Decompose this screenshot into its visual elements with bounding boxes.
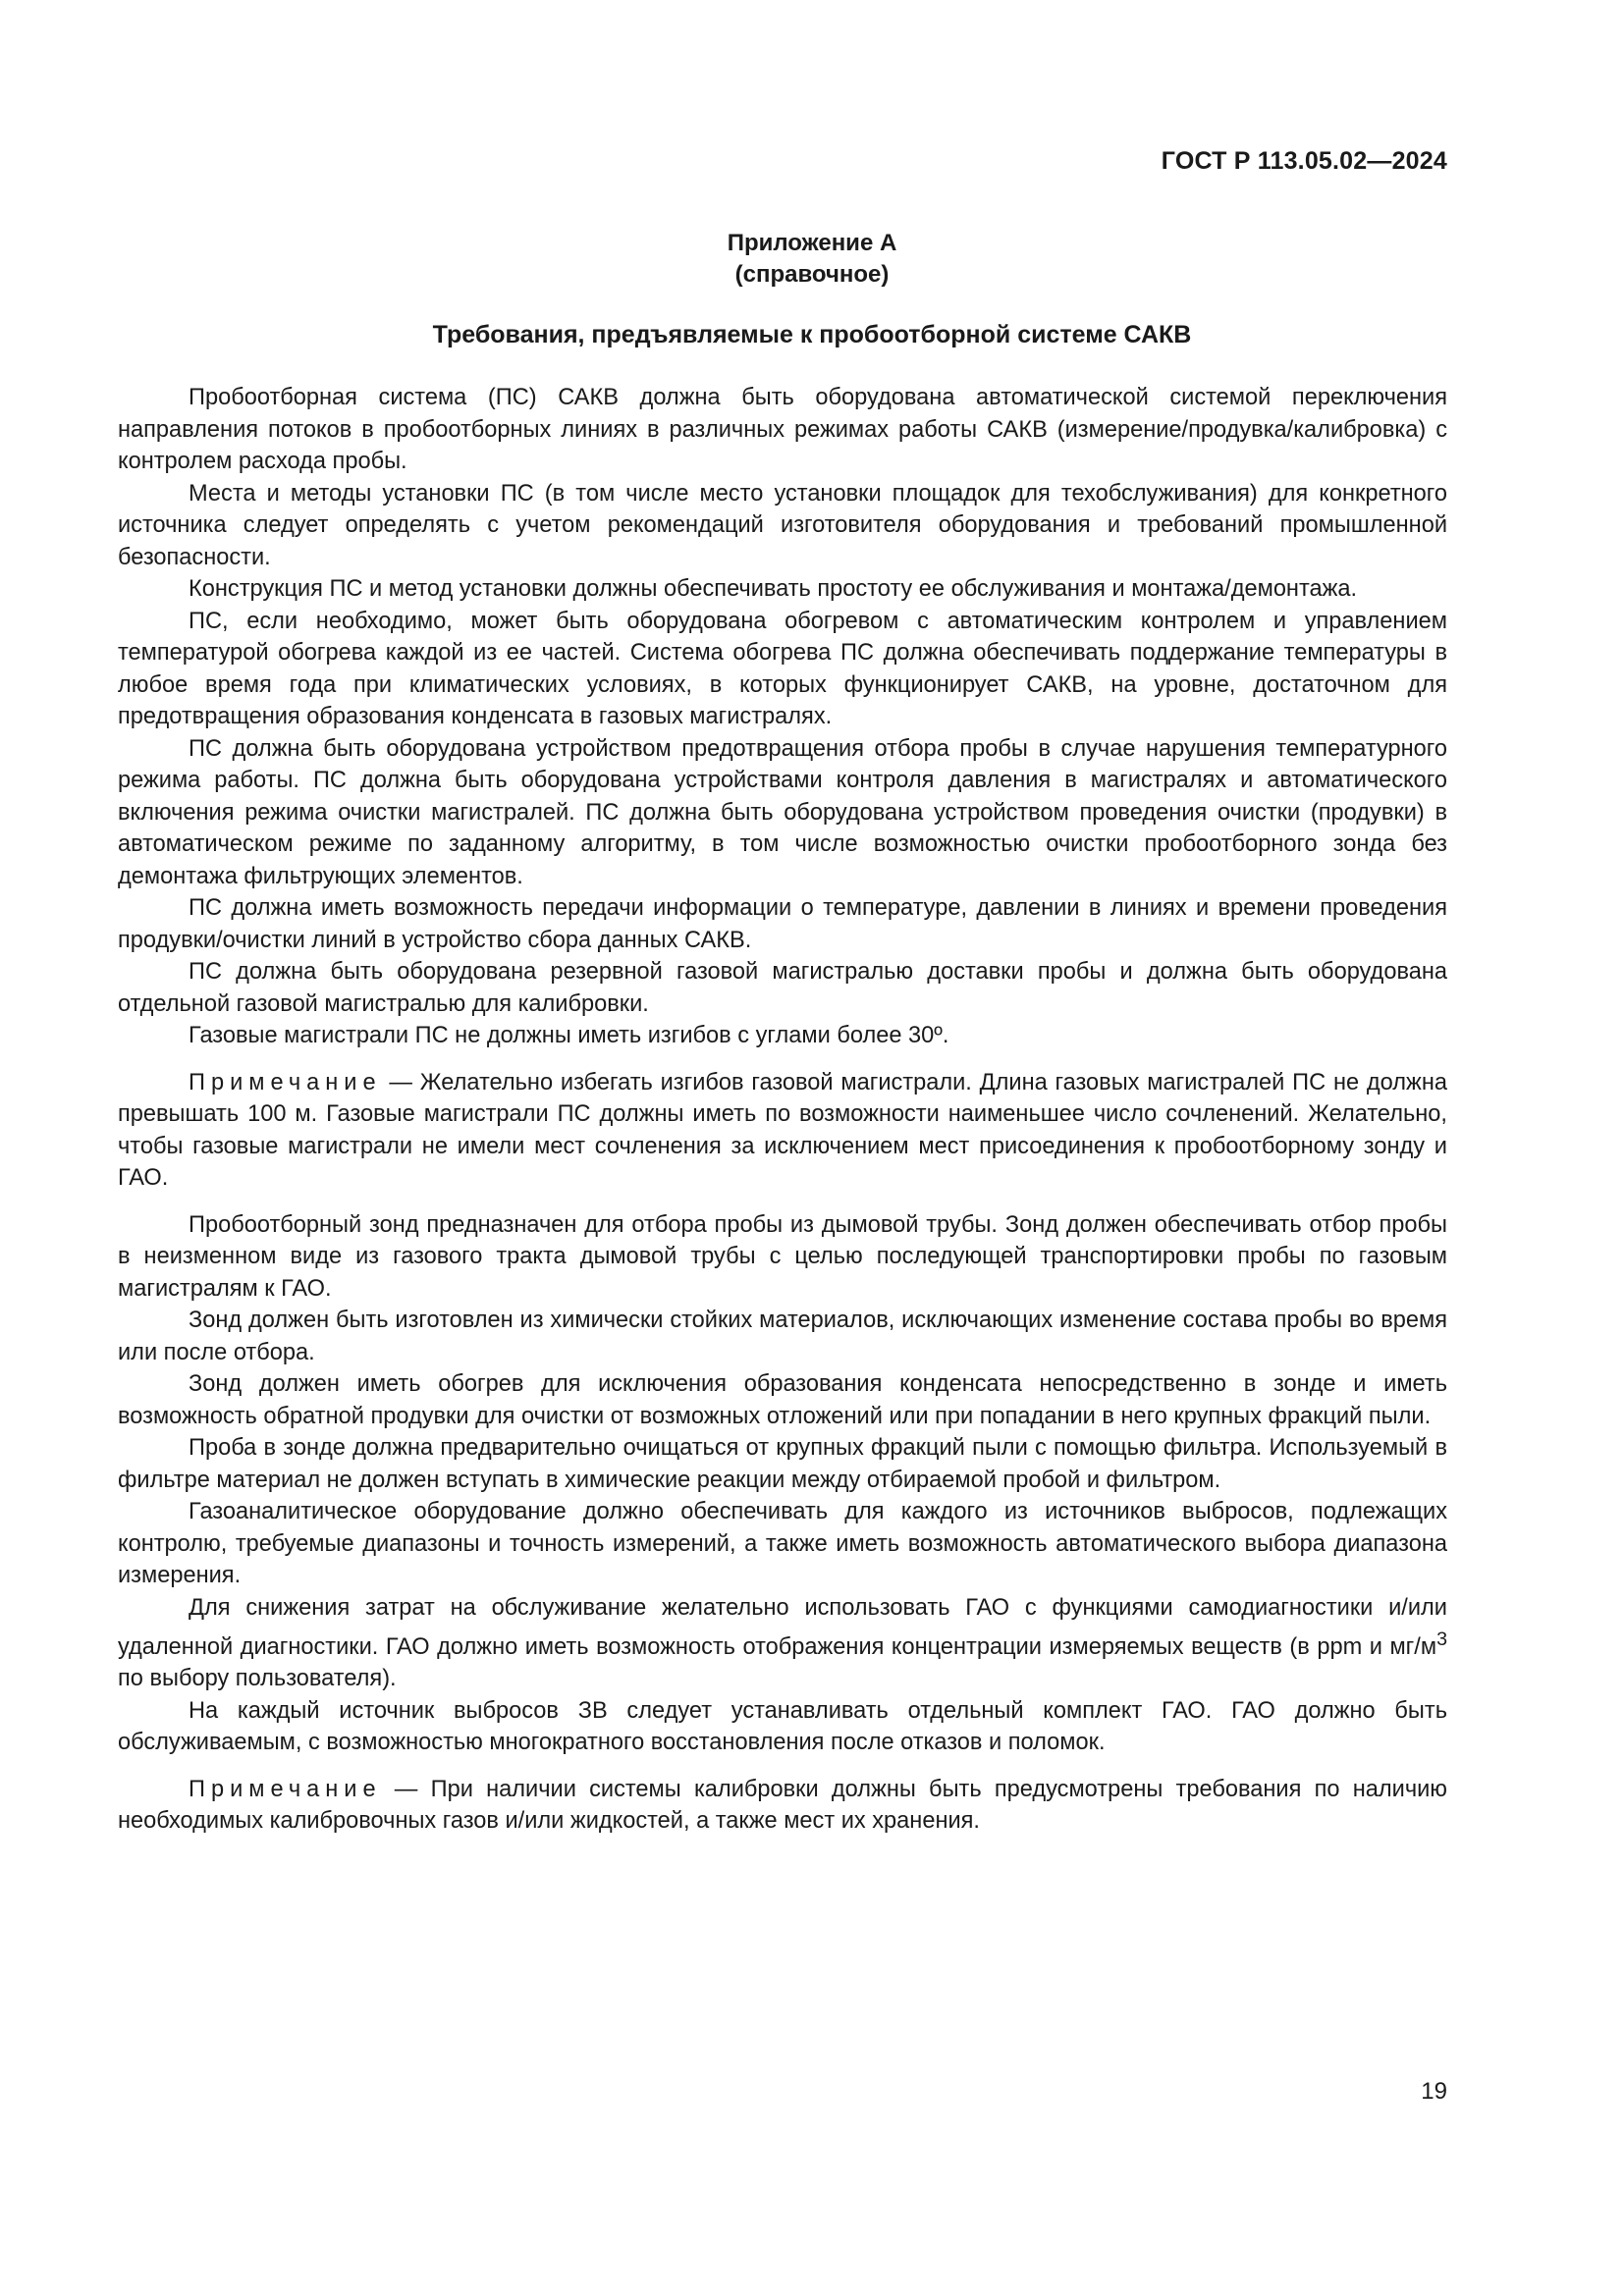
paragraph: Проба в зонде должна предварительно очищаться от крупных фракций пыли с помощью фильтра. Используемый в фильтре материал не должен вступать в химические реакции между отбираемой пробой и фильтром. — [118, 1435, 1447, 1493]
paragraph: ПС должна быть оборудована резервной газовой магистралью доставки пробы и должна быть оборудована отдельной газовой магистралью для калибровки. — [118, 959, 1447, 1017]
superscript: 3 — [1436, 1629, 1447, 1650]
paragraph — [118, 1592, 1447, 1695]
paragraph: На каждый источник выбросов ЗВ следует устанавливать отдельный комплект ГАО. ГАО должно быть обслуживаемым, с возможностью многократного восстановления после отказов и поломок. — [118, 1697, 1447, 1756]
paragraph: Конструкция ПС и метод установки должны обеспечивать простоту ее обслуживания и монтажа/демонтажа. — [189, 576, 1358, 602]
annex-kind: (справочное) — [734, 261, 890, 288]
paragraph: ПС должна иметь возможность передачи информации о температуре, давлении в линиях и времени проведения продувки/очистки линий в устройство сбора данных САКВ. — [118, 895, 1447, 953]
annex-title: Приложение А — [727, 230, 897, 256]
paragraph: Газовые магистрали ПС не должны иметь изгибов с углами более 30º. — [189, 1023, 949, 1048]
paragraph: Места и методы установки ПС (в том числе место установки площадок для техобслуживания) для конкретного источника следует определять с учетом рекомендаций изготовителя оборудования и требований промышленной безопасности. — [118, 480, 1447, 570]
page-number: 19 — [1421, 2078, 1447, 2105]
note-paragraph — [118, 1774, 1447, 1838]
note-text: — Желательно избегать изгибов газовой магистрали. Длина газовых магистралей ПС не должна превышать 100 м. Газовые магистрали ПС должны иметь по возможности наименьшее число сочленений. Желательно, чтобы газовые магистрали не имели мест сочленения за исключением мест присоединения к пробоотборному зонду и ГАО. — [118, 1069, 1447, 1191]
note-text: — При наличии системы калибровки должны быть предусмотрены требования по наличию необходимых калибровочных газов и/или жидкостей, а также мест их хранения. — [118, 1776, 1447, 1835]
document-body — [118, 382, 1447, 1852]
note-paragraph — [118, 1067, 1447, 1195]
document-code: ГОСТ Р 113.05.02—2024 — [1161, 147, 1447, 175]
paragraph: ПС должна быть оборудована устройством предотвращения отбора пробы в случае нарушения температурного режима работы. ПС должна быть оборудована устройствами контроля давления в магистралях и автоматического включения режима очистки магистралей. ПС должна быть оборудована устройством проведения очистки (продувки) в автоматическом режиме по заданному алгоритму, в том числе возможностью очистки пробоотборного зонда без демонтажа фильтрующих элементов. — [118, 735, 1447, 889]
note-label: Примечание — [189, 1069, 382, 1095]
paragraph: Пробоотборный зонд предназначен для отбора пробы из дымовой трубы. Зонд должен обеспечивать отбор пробы в неизменном виде из газового тракта дымовой трубы с целью последующей транспортировки пробы по газовым магистралям к ГАО. — [118, 1211, 1447, 1302]
units-text-before: Для снижения затрат на обслуживание желательно использовать ГАО с функциями самодиагностики и/или удаленной диагностики. ГАО должно иметь возможность отображения концентрации измеряемых веществ (в ppm и мг/м — [118, 1594, 1447, 1660]
note-label: Примечание — [189, 1776, 382, 1802]
section-title: Требования, предъявляемые к пробоотборной системе САКВ — [432, 321, 1192, 348]
paragraph: Зонд должен быть изготовлен из химически стойких материалов, исключающих изменение состава пробы во время или после отбора. — [118, 1308, 1447, 1365]
units-text-after: по выбору пользователя). — [118, 1666, 397, 1692]
paragraph: ПС, если необходимо, может быть оборудована обогревом с автоматическим контролем и управлением температурой обогрева каждой из ее частей. Система обогрева ПС должна обеспечивать поддержание температуры в любое время года при климатических условиях, в которых функционирует САКВ, на уровне, достаточном для предотвращения образования конденсата в газовых магистралях. — [118, 608, 1447, 729]
paragraph: Газоаналитическое оборудование должно обеспечивать для каждого из источников выбросов, подлежащих контролю, требуемые диапазоны и точность измерений, а также иметь возможность автоматического выбора диапазона измерения. — [118, 1499, 1447, 1588]
paragraph: Пробоотборная система (ПС) САКВ должна быть оборудована автоматической системой переключения направления потоков в пробоотборных линиях в различных режимах работы САКВ (измерение/продувка/калибровка) с контролем расхода пробы. — [118, 385, 1447, 474]
paragraph: Зонд должен иметь обогрев для исключения образования конденсата непосредственно в зонде и иметь возможность обратной продувки для очистки от возможных отложений или при попадании в него крупных фракций пыли. — [118, 1371, 1447, 1429]
annex-heading — [0, 228, 1624, 291]
